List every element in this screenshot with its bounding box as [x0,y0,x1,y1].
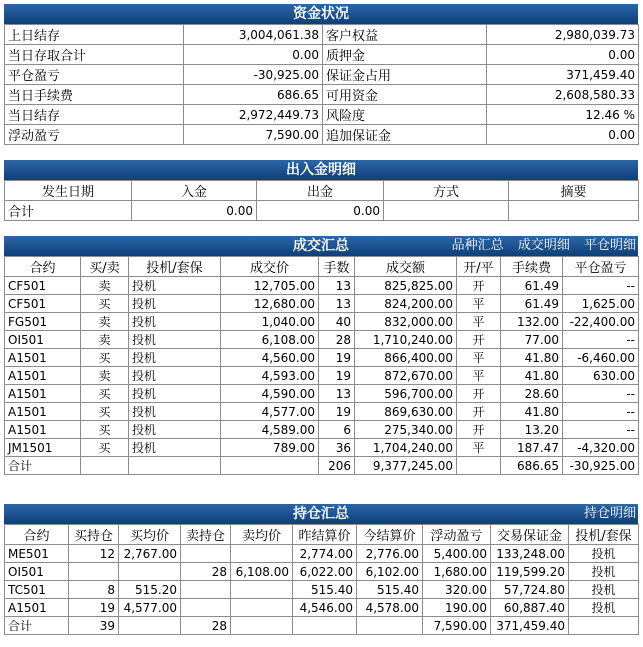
total-cell [293,617,357,635]
table-cell: 平 [457,313,501,331]
column-header: 平仓盈亏 [563,257,639,277]
table-cell: 187.47 [501,439,563,457]
table-cell [69,563,119,581]
table-cell: 开 [457,421,501,439]
table-cell: 41.80 [501,403,563,421]
column-header: 摘要 [509,181,639,201]
table-cell: 28 [181,563,231,581]
total-cell [457,457,501,475]
table-cell: OI501 [5,563,69,581]
table-cell: -- [563,403,639,421]
column-header: 昨结算价 [293,525,357,545]
funds-label: 可用资金 [323,85,487,105]
table-cell: 1,680.00 [423,563,491,581]
link-product-summary[interactable]: 品种汇总 [451,238,504,253]
total-cell [81,457,129,475]
funds-row [5,25,639,45]
table-cell: 19 [319,403,355,421]
table-row [5,581,639,599]
table-cell: 6 [319,421,355,439]
table-cell: FG501 [5,313,81,331]
table-cell: A1501 [5,385,81,403]
table-cell: 1,710,240.00 [355,331,457,349]
table-cell: 2,776.00 [357,545,423,563]
trades-total-row [5,457,639,475]
table-cell: CF501 [5,295,81,313]
inout-section [4,160,638,221]
positions-table [4,524,639,635]
total-cell [119,617,181,635]
table-row [5,599,639,617]
table-cell: 投机 [569,545,639,563]
table-cell: -- [563,385,639,403]
table-cell [231,545,293,563]
total-cell: 9,377,245.00 [355,457,457,475]
column-header: 买持仓 [69,525,119,545]
table-cell: TC501 [5,581,69,599]
funds-label: 上日结存 [5,25,184,45]
table-cell: 卖 [81,313,129,331]
table-cell: 6,022.00 [293,563,357,581]
funds-row [5,105,639,125]
table-cell: A1501 [5,421,81,439]
table-row [5,313,639,331]
column-header: 买/卖 [81,257,129,277]
table-cell: 4,578.00 [357,599,423,617]
table-cell: 买 [81,439,129,457]
positions-section [4,504,638,635]
table-cell: 824,200.00 [355,295,457,313]
total-cell [384,201,509,221]
table-cell [181,545,231,563]
funds-label: 当日手续费 [5,85,184,105]
table-cell: 投机 [129,349,221,367]
table-cell: 77.00 [501,331,563,349]
total-cell: 合计 [5,201,132,221]
table-cell: 6,108.00 [221,331,319,349]
table-cell: 2,774.00 [293,545,357,563]
table-cell: 投机 [129,421,221,439]
table-cell: 平 [457,439,501,457]
positions-header [4,504,638,524]
funds-row [5,45,639,65]
table-row [5,367,639,385]
funds-section [4,4,638,145]
table-cell: 61.49 [501,295,563,313]
table-row [5,385,639,403]
table-cell: 卖 [81,367,129,385]
table-cell: A1501 [5,349,81,367]
funds-label: 当日存取合计 [5,45,184,65]
column-header: 卖均价 [231,525,293,545]
total-cell [357,617,423,635]
total-cell [569,617,639,635]
table-cell: 1,040.00 [221,313,319,331]
total-cell: 686.65 [501,457,563,475]
table-cell: 41.80 [501,367,563,385]
table-cell: 515.20 [119,581,181,599]
funds-label: 客户权益 [323,25,487,45]
trades-title: 成交汇总 [293,238,349,254]
table-cell: 1,625.00 [563,295,639,313]
table-cell: 12 [69,545,119,563]
table-cell: 5,400.00 [423,545,491,563]
table-cell: 825,825.00 [355,277,457,295]
table-cell: -22,400.00 [563,313,639,331]
column-header: 投机/套保 [129,257,221,277]
inout-title: 出入金明细 [4,160,638,180]
table-cell: 8 [69,581,119,599]
table-row [5,331,639,349]
table-cell: CF501 [5,277,81,295]
table-cell: 卖 [81,331,129,349]
table-cell: 320.00 [423,581,491,599]
table-cell: 60,887.40 [491,599,569,617]
inout-total-row [5,201,639,221]
table-row [5,563,639,581]
table-cell: 买 [81,295,129,313]
inout-table [4,180,639,221]
funds-value: 0.00 [184,45,323,65]
link-close-detail[interactable]: 平仓明细 [583,238,636,253]
funds-label: 浮动盈亏 [5,125,184,145]
trades-table [4,256,639,475]
table-cell: 19 [319,349,355,367]
table-cell: 57,724.80 [491,581,569,599]
total-cell: 371,459.40 [491,617,569,635]
total-cell [221,457,319,475]
link-trade-detail[interactable]: 成交明细 [517,238,570,253]
table-cell: 36 [319,439,355,457]
table-cell [231,599,293,617]
table-cell: 6,108.00 [231,563,293,581]
table-cell: 13.20 [501,421,563,439]
funds-title: 资金状况 [4,4,638,24]
table-cell: 630.00 [563,367,639,385]
table-cell: -6,460.00 [563,349,639,367]
table-cell: 买 [81,349,129,367]
table-cell: 19 [69,599,119,617]
table-cell: 4,577.00 [221,403,319,421]
table-cell: 515.40 [357,581,423,599]
table-cell: A1501 [5,599,69,617]
funds-value: 2,980,039.73 [487,25,639,45]
total-cell [509,201,639,221]
table-cell: 190.00 [423,599,491,617]
total-cell: 0.00 [132,201,257,221]
table-row [5,403,639,421]
table-row [5,295,639,313]
trades-header [4,236,638,256]
table-cell: 61.49 [501,277,563,295]
column-header: 手数 [319,257,355,277]
column-header: 手续费 [501,257,563,277]
funds-value: 371,459.40 [487,65,639,85]
total-cell: 206 [319,457,355,475]
funds-label: 保证金占用 [323,65,487,85]
column-header: 开/平 [457,257,501,277]
inout-header-row [5,181,639,201]
table-cell: 4,546.00 [293,599,357,617]
trades-header-row [5,257,639,277]
table-cell: 投机 [129,277,221,295]
funds-value: -30,925.00 [184,65,323,85]
total-cell: 39 [69,617,119,635]
table-cell: 4,589.00 [221,421,319,439]
funds-row [5,125,639,145]
table-cell: 开 [457,385,501,403]
table-cell: A1501 [5,367,81,385]
table-cell: -- [563,331,639,349]
table-cell: 平 [457,367,501,385]
table-cell: 832,000.00 [355,313,457,331]
table-cell: 28 [319,331,355,349]
funds-table [4,24,639,145]
column-header: 出金 [257,181,384,201]
total-cell: -30,925.00 [563,457,639,475]
table-cell: 投机 [129,385,221,403]
funds-value: 686.65 [184,85,323,105]
funds-value: 12.46 % [487,105,639,125]
funds-label: 风险度 [323,105,487,125]
column-header: 卖持仓 [181,525,231,545]
table-cell: -- [563,421,639,439]
funds-value: 2,608,580.33 [487,85,639,105]
funds-label: 追加保证金 [323,125,487,145]
table-cell: 投机 [569,581,639,599]
table-cell: 卖 [81,277,129,295]
table-cell: 40 [319,313,355,331]
table-cell [181,581,231,599]
column-header: 合约 [5,257,81,277]
table-cell: 13 [319,295,355,313]
table-cell: 869,630.00 [355,403,457,421]
table-row [5,439,639,457]
table-cell: 投机 [569,599,639,617]
table-cell: OI501 [5,331,81,349]
table-cell: 6,102.00 [357,563,423,581]
funds-row [5,65,639,85]
table-cell: 开 [457,403,501,421]
funds-value: 3,004,061.38 [184,25,323,45]
table-cell [119,563,181,581]
table-cell: 275,340.00 [355,421,457,439]
positions-header-row [5,525,639,545]
table-cell: -- [563,277,639,295]
table-cell: 投机 [129,313,221,331]
trades-section [4,236,638,475]
table-cell: 515.40 [293,581,357,599]
table-cell: 2,767.00 [119,545,181,563]
total-cell: 合计 [5,457,81,475]
column-header: 浮动盈亏 [423,525,491,545]
column-header: 成交额 [355,257,457,277]
table-row [5,545,639,563]
funds-value: 2,972,449.73 [184,105,323,125]
column-header: 成交价 [221,257,319,277]
funds-label: 质押金 [323,45,487,65]
table-cell: 投机 [569,563,639,581]
table-cell: JM1501 [5,439,81,457]
table-cell: 平 [457,349,501,367]
table-cell: 19 [319,367,355,385]
table-cell: 买 [81,403,129,421]
table-cell: 4,577.00 [119,599,181,617]
column-header: 入金 [132,181,257,201]
table-row [5,421,639,439]
column-header: 买均价 [119,525,181,545]
table-cell: 41.80 [501,349,563,367]
table-cell: 4,593.00 [221,367,319,385]
total-cell: 合计 [5,617,69,635]
funds-value: 7,590.00 [184,125,323,145]
funds-value: 0.00 [487,45,639,65]
total-cell [129,457,221,475]
table-cell: 投机 [129,295,221,313]
table-cell [181,599,231,617]
funds-row [5,85,639,105]
table-cell: -4,320.00 [563,439,639,457]
table-cell: 13 [319,385,355,403]
table-cell: 13 [319,277,355,295]
table-cell: 119,599.20 [491,563,569,581]
table-row [5,349,639,367]
table-cell: ME501 [5,545,69,563]
table-cell: 28.60 [501,385,563,403]
table-cell: 133,248.00 [491,545,569,563]
table-cell: 4,590.00 [221,385,319,403]
table-cell: 开 [457,277,501,295]
column-header: 发生日期 [5,181,132,201]
table-row [5,277,639,295]
table-cell: 投机 [129,331,221,349]
column-header: 方式 [384,181,509,201]
table-cell: 596,700.00 [355,385,457,403]
table-cell: 4,560.00 [221,349,319,367]
table-cell: 买 [81,385,129,403]
table-cell: A1501 [5,403,81,421]
table-cell: 789.00 [221,439,319,457]
funds-label: 当日结存 [5,105,184,125]
table-cell [231,581,293,599]
table-cell: 872,670.00 [355,367,457,385]
link-position-detail[interactable]: 持仓明细 [583,506,636,521]
table-cell: 132.00 [501,313,563,331]
positions-total-row [5,617,639,635]
table-cell: 投机 [129,439,221,457]
funds-value: 0.00 [487,125,639,145]
table-cell: 买 [81,421,129,439]
column-header: 投机/套保 [569,525,639,545]
column-header: 交易保证金 [491,525,569,545]
total-cell: 7,590.00 [423,617,491,635]
table-cell: 平 [457,295,501,313]
table-cell: 投机 [129,403,221,421]
table-cell: 12,680.00 [221,295,319,313]
table-cell: 12,705.00 [221,277,319,295]
column-header: 今结算价 [357,525,423,545]
table-cell: 开 [457,331,501,349]
total-cell [231,617,293,635]
total-cell: 28 [181,617,231,635]
positions-title: 持仓汇总 [293,506,349,522]
column-header: 合约 [5,525,69,545]
table-cell: 1,704,240.00 [355,439,457,457]
total-cell: 0.00 [257,201,384,221]
table-cell: 866,400.00 [355,349,457,367]
funds-label: 平仓盈亏 [5,65,184,85]
table-cell: 投机 [129,367,221,385]
